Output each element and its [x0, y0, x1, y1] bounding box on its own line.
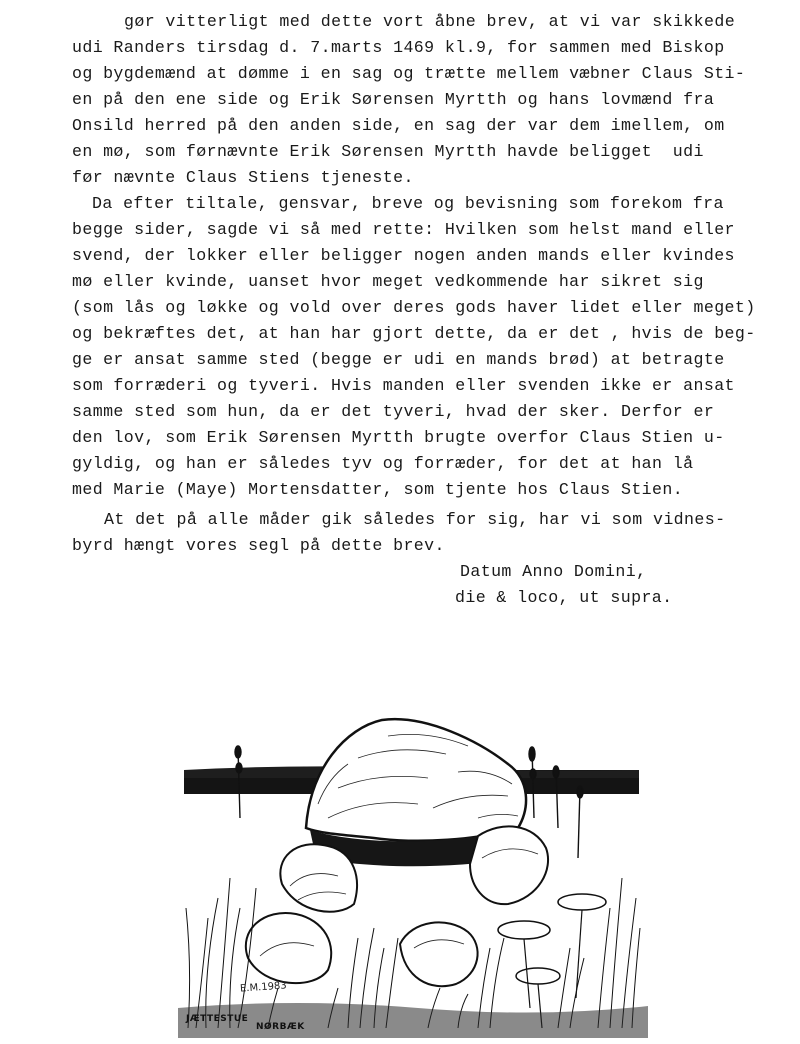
text-line: gyldig, og han er således tyv og forræder, for det at han lå: [72, 454, 694, 473]
text-line: udi Randers tirsdag d. 7.marts 1469 kl.9, for sammen med Biskop: [72, 38, 725, 57]
artist-signature: E.M.1983: [239, 980, 288, 995]
text-line: og bekræftes det, at han har gjort dette, da er det , hvis de beg-: [72, 324, 756, 343]
text-line: som forræderi og tyveri. Hvis manden eller svenden ikke er ansat: [72, 376, 735, 395]
text-line: samme sted som hun, da er det tyveri, hvad der sker. Derfor er: [72, 402, 715, 421]
text-line: ge er ansat samme sted (begge er udi en mands brød) at betragte: [72, 350, 725, 369]
text-line: svend, der lokker eller beligger nogen anden mands eller kvindes: [72, 246, 735, 265]
text-line: en mø, som førnævnte Erik Sørensen Myrtth havde beligget udi: [72, 142, 704, 161]
text-line: (som lås og løkke og vold over deres gods haver lidet eller meget): [72, 298, 756, 317]
closing-line: Datum Anno Domini,: [460, 562, 647, 581]
text-line: den lov, som Erik Sørensen Myrtth brugte overfor Claus Stien u-: [72, 428, 725, 447]
text-line: gør vitterligt med dette vort åbne brev, at vi var skikkede: [124, 12, 736, 31]
text-line: Onsild herred på den anden side, en sag der var dem imellem, om: [72, 116, 725, 135]
text-line: en på den ene side og Erik Sørensen Myrtth og hans lovmænd fra: [72, 90, 715, 109]
illustration-caption: JÆTTESTUE: [186, 1014, 249, 1024]
text-line: mø eller kvinde, uanset hvor meget vedkommende har sikret sig: [72, 272, 704, 291]
text-line: og bygdemænd at dømme i en sag og trætte mellem væbner Claus Sti-: [72, 64, 746, 83]
text-line: byrd hængt vores segl på dette brev.: [72, 536, 445, 555]
illustration-caption-location: NØRBÆK: [256, 1022, 305, 1032]
text-line: Da efter tiltale, gensvar, breve og bevisning som forekom fra: [92, 194, 724, 213]
text-line: med Marie (Maye) Mortensdatter, som tjente hos Claus Stien.: [72, 480, 684, 499]
text-line: At det på alle måder gik således for sig, har vi som vidnes-: [104, 510, 726, 529]
text-line: før nævnte Claus Stiens tjeneste.: [72, 168, 414, 187]
closing-line: die & loco, ut supra.: [455, 588, 673, 607]
text-line: begge sider, sagde vi så med rette: Hvilken som helst mand eller: [72, 220, 735, 239]
